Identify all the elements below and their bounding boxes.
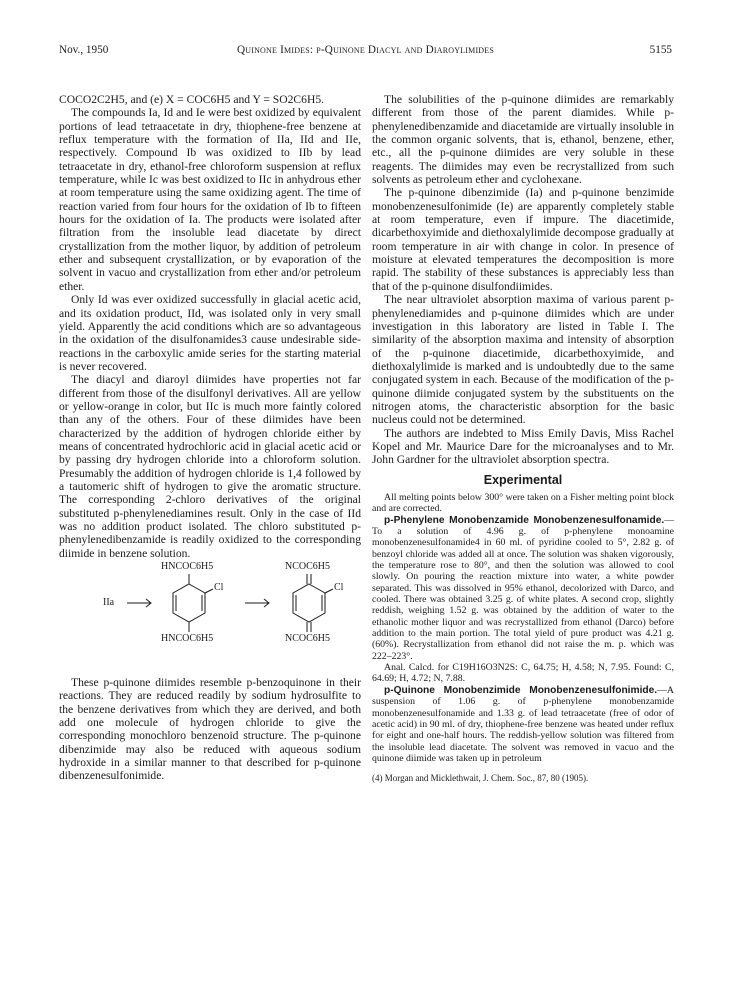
- left-paragraph-1: COCO2C2H5, and (e) X = COC6H5 and Y = SO2C6H5.: [59, 93, 325, 106]
- start-compound-label: IIa: [103, 597, 115, 609]
- procedure-text-1: —To a solution of 4.96 g. of p-phenylene monoamine monobenzenesulfonamide4 in 60 ml. of pyridine cooled to 5°, 2.82 g. of benzoyl chloride was added all at once. The solution was shaken vigorously, the temperature rose to 80°, and then the solution was allowed to cool slowly. On pouring the reaction mixture into water, a white powder separated. This was dissolved in 95% ethanol, decolorized with Darco, and cooled. There was obtained 3.25 g. of white plates. A second crop, slightly reddish, weighing 1.52 g. was obtained by the addition of water to the ethanolic mother liquor and was recrystallized from ethanol (Darco) before addition to the main portion. The total yield of pure product was 4.21 g. (60%). Recrystallization from ethanol did not raise the m. p. which was 222–223°.: [372, 514, 674, 662]
- chloro-label-left: Cl: [214, 582, 224, 594]
- page-number: 5155: [649, 44, 672, 56]
- procedure-heading-2: p-Quinone Monobenzimide Monobenzenesulfonimide.: [384, 684, 658, 696]
- header-title: Quinone Imides: p-Quinone Diacyl and Diaroylimides: [236, 44, 495, 56]
- procedure-text-2: —A suspension of 1.06 g. of p-phenylene monobenzamide monobenzenesulfonamide and 1.33 g. of lead tetraacetate (free of odor of acetic acid) in 90 ml. of dry, thiophene-free benzene was heated under reflux for eight and one-half hours. The reddish-yellow solution was filtered from the insoluble lead diacetate. The solvent was removed in vacuo and the quinone diimide was taken up in petroleum: [372, 684, 674, 764]
- analysis-line: Anal. Calcd. for C19H16O3N2S: C, 64.75; H, 4.58; N, 7.95. Found: C, 64.69; H, 4.72; N, 7.88.: [372, 662, 674, 685]
- experimental-note: All melting points below 300° were taken on a Fisher melting point block and are corrected.: [372, 491, 674, 515]
- right-paragraph-3: The near ultraviolet absorption maxima of various parent p-phenylenediamides and p-quinone diimides which are under investigation in this laboratory are listed in Table I. The similarity of the absorption maxima and intensity of absorption of the p-quinone diacetimide, dicarbethoxyimide, and diethoxalylimide is marked and is undoubtedly due to the same conjugated system in each. Because of the modification of the p-quinone diimide conjugated system by the substituents on the nitrogen atoms, the characteristic absorption for the basic nucleus could not be determined.: [372, 293, 674, 427]
- left-column: [59, 93, 361, 783]
- footnote: (4) Morgan and Micklethwait, J. Chem. Soc., 87, 80 (1905).: [372, 770, 674, 784]
- procedure-monobenzamide: [372, 515, 674, 662]
- chloro-label-right: Cl: [334, 582, 344, 594]
- quinone-ring-right: [293, 584, 325, 622]
- reaction-diagram: [59, 562, 361, 672]
- left-paragraph-3: Only Id was ever oxidized successfully in glacial acetic acid, and its oxidation product, IId, was isolated only in very small yield. Apparently the acid conditions which are so advantageous in the oxidation of the disulfonamides3 cause undesirable side-reactions in the carboxylic amide series for the starting material is never recovered.: [59, 293, 361, 373]
- benzene-ring-left: [173, 584, 205, 622]
- left-paragraph-4: The diacyl and diaroyl diimides have properties not far different from those of the disulfonyl derivatives. All are yellow or yellow-orange in color, but IIc is much more faintly colored than any of the others. Four of these diimides have been characterized by the addition of hydrogen chloride either by means of concentrated hydrochloric acid in glacial acetic acid or by passing dry hydrogen chloride into a chloroform solution. Presumably the addition of hydrogen chloride is 1,4 followed by a tautomeric shift of hydrogen to give the aromatic structure. The corresponding 2-chloro derivatives of the original substituted p-phenylenediamines result. Only in the case of IId was no addition product isolated. The chloro substituted p-phenylenedibenzamide is readily oxidized to the corresponding diimide in benzene solution.: [59, 373, 361, 560]
- right-paragraph-2: The p-quinone dibenzimide (Ia) and p-quinone benzimide monobenzenesulfonimide (Ie) are apparently completely stable at room temperature, even if impure. The diacetimide, dicarbethoxyimide and diethoxalylimide decompose gradually at room temperature in air with change in color. In presence of moisture at elevated temperatures the decomposition is more rapid. The stability of these substances is appreciably less than that of the p-quinone disulfondiimides.: [372, 186, 674, 293]
- right-paragraph-4: The authors are indebted to Miss Emily Davis, Miss Rachel Kopel and Mr. Maurice Dare for the microanalyses and to Mr. John Gardner for the ultraviolet absorption spectra.: [372, 426, 674, 467]
- header-date: Nov., 1950: [59, 44, 109, 56]
- left-paragraph-2: The compounds Ia, Id and Ie were best oxidized by equivalent portions of lead tetraacetate in dry, thiophene-free benzene at reflux temperature with the formation of IIa, IId and IIe, respectively. Compound Ib was oxidized to IIb by lead tetraacetate in dry, ethanol-free chloroform suspension at reflux temperature, while Ic was best oxidized to IIc in anhydrous ether at room temperature using the same oxidizing agent. The time of reaction varied from four hours for the oxidation of Ib to fifteen hours for the oxidation of Ia. The products were isolated after filtration from the insoluble lead diacetate by direct crystallization from the mother liquor, by addition of petroleum ether and subsequent crystallization, or by evaporation of the solvent in vacuo and crystallization from ether and/or petroleum ether.: [59, 106, 361, 293]
- bottom-left-label: HNCOC6H5: [161, 633, 214, 645]
- bottom-right-label: NCOC6H5: [285, 633, 331, 645]
- running-header: [59, 44, 672, 60]
- reaction-structures: [59, 562, 361, 672]
- left-paragraph-5: These p-quinone diimides resemble p-benzoquinone in their reactions. They are reduced readily by sodium hydrosulfite to the benzene derivatives from which they are derived, and both add one molecule of hydrogen chloride to give the corresponding monochloro benzenoid structure. The p-quinone dibenzimide may also be reduced with aqueous sodium hydroxide in a similar manner to that described for p-quinone dibenzenesulfonimide.: [59, 676, 361, 783]
- procedure-heading-1: p-Phenylene Monobenzamide Monobenzenesulfonamide.: [384, 514, 665, 526]
- procedure-monobenzimide: [372, 685, 674, 764]
- top-right-label: NCOC6H5: [285, 561, 331, 573]
- section-heading-experimental: Experimental: [483, 472, 563, 487]
- right-paragraph-1: The solubilities of the p-quinone diimides are remarkably different from those of the parent diamides. While p-phenylenedibenzamide and diacetamide are virtually insoluble in the common organic solvents, that is, ethanol, benzene, ether, etc., all the p-quinone diimides are very soluble in these reagents. The diimides may even be recrystallized from such solvents as petroleum ether and cyclohexane.: [372, 93, 674, 187]
- right-column: [372, 93, 674, 784]
- top-left-label: HNCOC6H5: [161, 561, 214, 573]
